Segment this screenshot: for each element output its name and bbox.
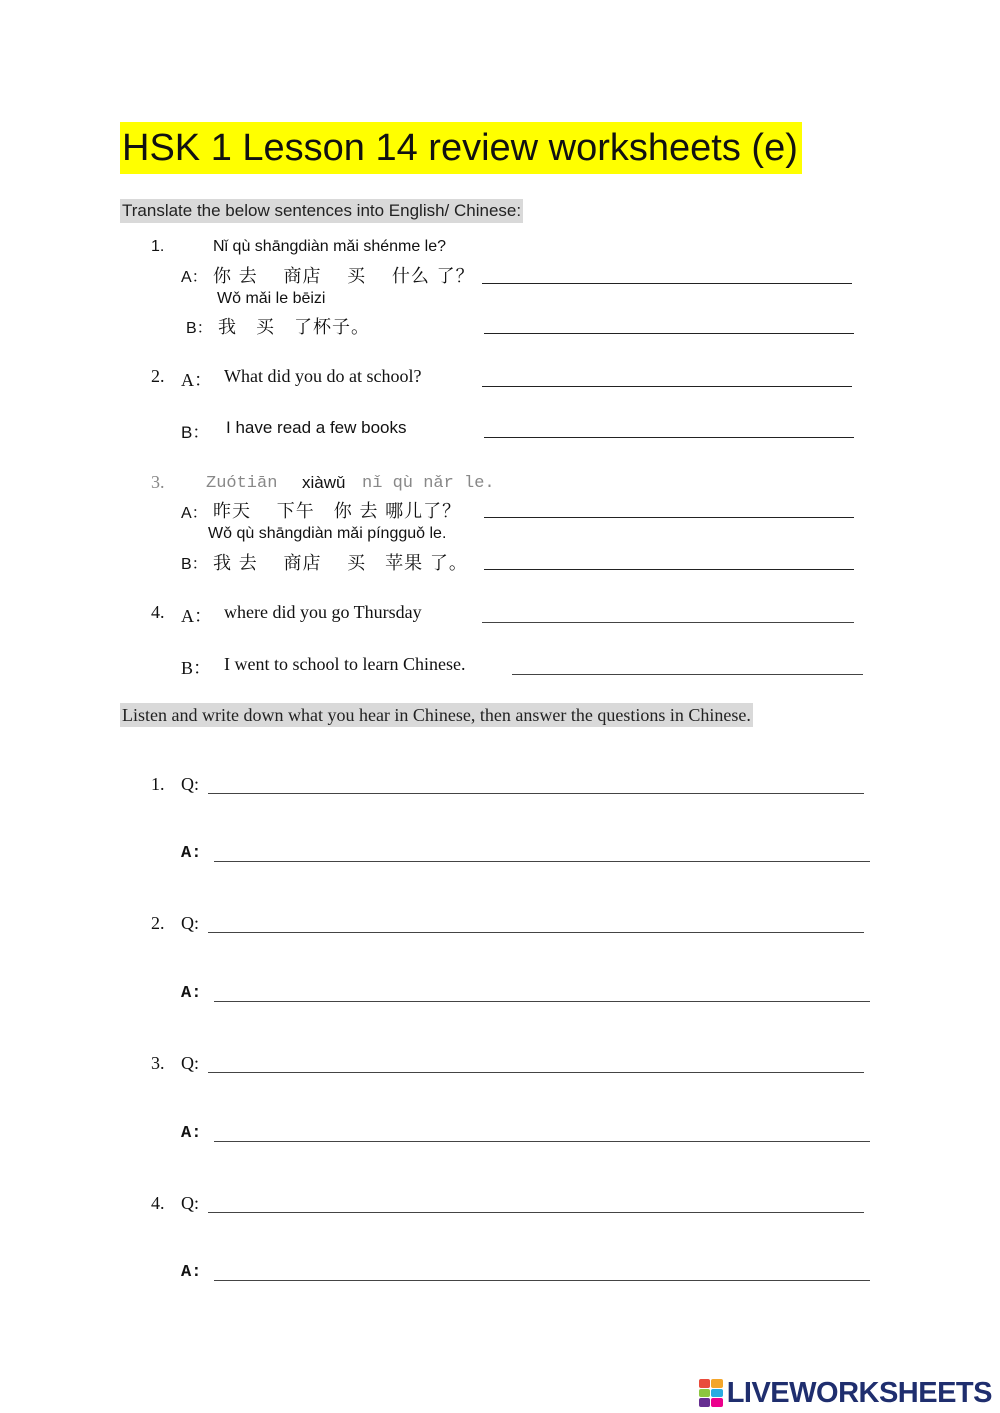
listen-4-q-label: Q: <box>181 1193 199 1213</box>
worksheet-title: HSK 1 Lesson 14 review worksheets (e) <box>120 122 802 174</box>
q1-chinese-a: 你 去 商店 买 什么 了？ <box>213 266 475 287</box>
q4-label-a: A： <box>181 606 212 626</box>
q3-label-b: B： <box>181 556 208 573</box>
listen-4-answer-line[interactable] <box>214 1280 870 1281</box>
listen-4-question-line[interactable] <box>208 1212 864 1213</box>
q4-english-a: where did you go Thursday <box>224 602 422 622</box>
q1-answer-b-line[interactable] <box>484 333 854 334</box>
q1-answer-a-line[interactable] <box>482 283 852 284</box>
listen-4-a-label: A: <box>181 1263 202 1282</box>
listen-4-number: 4. <box>151 1193 165 1213</box>
listen-1-number: 1. <box>151 774 165 794</box>
q3-label-a: A： <box>181 505 208 522</box>
q3-answer-a-line[interactable] <box>484 517 854 518</box>
listen-1-answer-line[interactable] <box>214 861 870 862</box>
q1-label-a: A： <box>181 269 208 286</box>
listen-3-number: 3. <box>151 1053 165 1073</box>
q2-label-a: A： <box>181 370 212 390</box>
listen-3-question-line[interactable] <box>208 1072 864 1073</box>
liveworksheets-logo-icon <box>699 1379 723 1407</box>
q4-label-b: B： <box>181 658 212 678</box>
q2-answer-b-line[interactable] <box>484 437 854 438</box>
listen-2-question-line[interactable] <box>208 932 864 933</box>
q1-pinyin-b: Wǒ mǎi le bēizi <box>217 290 326 307</box>
q3-pinyin-b: Wǒ qù shāngdiàn mǎi píngguǒ le. <box>208 525 447 542</box>
q3-pinyin-part3: nǐ qù nǎr le. <box>362 474 495 493</box>
liveworksheets-logo <box>699 1376 992 1410</box>
listen-1-q-label: Q: <box>181 774 199 794</box>
q2-number: 2. <box>151 366 165 386</box>
section-1-instruction: Translate the below sentences into English/ Chinese: <box>120 199 523 223</box>
q2-english-a: What did you do at school? <box>224 366 422 386</box>
q4-answer-a-line[interactable] <box>482 622 854 623</box>
q4-number: 4. <box>151 602 165 622</box>
q4-answer-b-line[interactable] <box>512 674 863 675</box>
q3-chinese-a: 昨天 下午 你 去 哪儿了？ <box>213 501 462 522</box>
q1-pinyin-a: Nǐ qù shāngdiàn mǎi shénme le? <box>213 238 447 255</box>
listen-2-number: 2. <box>151 913 165 933</box>
section-2-instruction: Listen and write down what you hear in Chinese, then answer the questions in Chinese. <box>122 705 751 725</box>
q2-english-b: I have read a few books <box>226 418 407 437</box>
listen-1-question-line[interactable] <box>208 793 864 794</box>
q1-number: 1. <box>151 238 165 255</box>
q3-pinyin-part2: xiàwǔ <box>302 473 346 492</box>
q2-label-b: B： <box>181 423 210 442</box>
q2-answer-a-line[interactable] <box>482 386 852 387</box>
q3-pinyin-part1: Zuótiān <box>206 474 278 493</box>
listen-2-answer-line[interactable] <box>214 1001 870 1002</box>
q3-number: 3. <box>151 472 165 492</box>
logo-text: LIVEWORKSHEETS <box>726 1376 992 1409</box>
q3-chinese-b: 我 去 商店 买 苹果 了。 <box>213 553 468 574</box>
listen-2-a-label: A: <box>181 984 202 1003</box>
listen-2-q-label: Q: <box>181 913 199 933</box>
listen-3-a-label: A: <box>181 1124 202 1143</box>
listen-3-answer-line[interactable] <box>214 1141 870 1142</box>
q1-label-b: B： <box>186 320 213 337</box>
q3-answer-b-line[interactable] <box>484 569 854 570</box>
listen-3-q-label: Q: <box>181 1053 199 1073</box>
q4-english-b: I went to school to learn Chinese. <box>224 654 466 674</box>
q1-chinese-b: 我 买 了杯子。 <box>218 317 370 338</box>
listen-1-a-label: A: <box>181 844 202 863</box>
